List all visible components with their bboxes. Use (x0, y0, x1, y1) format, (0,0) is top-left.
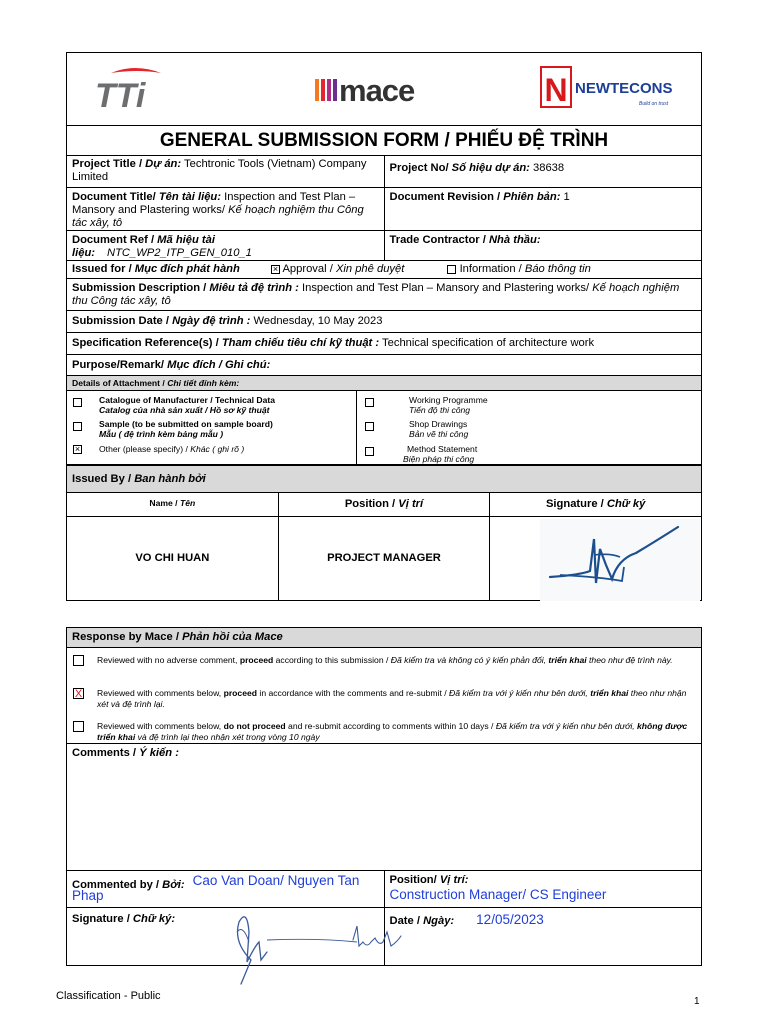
option-do-not-proceed-checkbox[interactable] (73, 721, 84, 732)
issued-by-header: Issued By / Ban hành bởi (67, 466, 702, 493)
tti-logo (91, 67, 163, 111)
commented-by-cell: Commented by / Bởi: Cao Van Doan/ Nguyen Tan Phap (67, 871, 385, 908)
svg-text:TTi: TTi (95, 77, 146, 111)
attachment-right-1: Shop Drawings Bản vẽ thi công (365, 419, 468, 439)
classification-label: Classification - Public (56, 990, 161, 1002)
header-table (66, 52, 702, 465)
response-option-1 (73, 688, 693, 710)
catalogue-checkbox[interactable] (73, 398, 82, 407)
newtecons-logo-graphic (539, 65, 689, 109)
option-proceed-text: Reviewed with no adverse comment, proceed according to this submission / Đã kiểm tra và không có ý kiến phản đối, triển khai theo như đệ trình này. (97, 655, 673, 665)
svg-text:N: N (544, 72, 568, 108)
date-value: 12/05/2023 (476, 912, 544, 927)
attachment-divider (356, 391, 357, 464)
comments-box[interactable]: Comments / Ý kiến : (67, 744, 702, 871)
col-name-header: Name / Tên (67, 493, 279, 517)
commented-by-value: Cao Van Doan/ Nguyen Tan Phap (72, 873, 360, 903)
newtecons-logo (539, 65, 689, 109)
issued-by-table (66, 465, 702, 601)
option-proceed-resubmit-checkbox[interactable]: X (74, 688, 83, 700)
attachment-left-0: Catalogue of Manufacturer / Technical Data Catalog của nhà sản xuất / Hồ sơ kỹ thuật (73, 395, 275, 415)
svg-text:NEWTECONS: NEWTECONS (575, 80, 673, 97)
response-table (66, 627, 702, 966)
document-revision-value: 1 (560, 191, 570, 203)
response-options (67, 648, 702, 744)
response-option-2 (73, 721, 693, 743)
information-checkbox[interactable] (447, 265, 456, 274)
submission-date-row: Submission Date / Ngày đệ trình : Wednesday, 10 May 2023 (67, 311, 702, 333)
attachment-header: Details of Attachment / Chi tiết đính kèm: (67, 376, 702, 391)
attachment-left-1: Sample (to be submitted on sample board) Mẫu ( đệ trình kèm bảng mẫu ) (73, 419, 273, 439)
submission-description-value: Inspection and Test Plan – Mansory and Plastering works/ (298, 282, 593, 294)
attachment-right-2: Method Statement Biện pháp thi công (365, 444, 477, 464)
option-proceed-resubmit-text: Reviewed with comments below, proceed in accordance with the comments and re-submit / Đã kiểm tra với ý kiến như bên dưới, triển khai theo như nhận xét và đệ trình lại. (97, 688, 687, 709)
method-statement-checkbox[interactable] (365, 447, 374, 456)
document-title-value: Inspection and Test Plan – Mansory and Plastering works/ (72, 191, 356, 216)
document-ref-value: NTC_WP2_ITP_GEN_010_1 (107, 247, 252, 259)
project-no-cell: Project No/ Số hiệu dự án: 38638 (384, 156, 702, 188)
document-ref-cell: Document Ref / Mã hiệu tài liệu: NTC_WP2_ITP_GEN_010_1 (67, 231, 385, 261)
shop-drawings-checkbox[interactable] (365, 422, 374, 431)
page-number: 1 (694, 996, 700, 1007)
option-proceed-checkbox[interactable] (73, 655, 84, 666)
approval-checkbox[interactable]: × (272, 263, 279, 274)
submission-description-row: Submission Description / Miêu tả đệ trình : Inspection and Test Plan – Mansory and Plastering works/ Kế hoạch nghiệm thu Công tác xây, tô (67, 279, 702, 311)
logo-row (67, 53, 702, 126)
working-programme-checkbox[interactable] (365, 398, 374, 407)
signature-cell: Signature / Chữ ký: (67, 908, 385, 966)
other-checkbox[interactable]: × (74, 444, 81, 454)
project-title-value: Techtronic Tools (Vietnam) Company Limited (72, 158, 367, 183)
issuer-position: PROJECT MANAGER (278, 517, 490, 601)
document-revision-cell: Document Revision / Phiên bản: 1 (384, 188, 702, 231)
attachment-right-0: Working Programme Tiến độ thi công (365, 395, 488, 415)
tti-logo-graphic (91, 67, 163, 111)
form-title: GENERAL SUBMISSION FORM / PHIẾU ĐỆ TRÌNH (67, 126, 702, 156)
issued-for-row: Issued for / Mục đích phát hành × Approval / Xin phê duyệt Information / Báo thông tin (67, 261, 702, 279)
mace-logo (315, 73, 455, 107)
purpose-row: Purpose/Remark/ Mục đích / Ghi chú: (67, 355, 702, 376)
svg-text:Build on trust: Build on trust (639, 101, 669, 107)
project-no-value: 38638 (529, 162, 565, 174)
response-header: Response by Mace / Phản hồi của Mace (67, 628, 702, 648)
sample-checkbox[interactable] (73, 422, 82, 431)
mace-logo-graphic (315, 73, 455, 107)
position-value: Construction Manager/ CS Engineer (389, 887, 607, 902)
issuer-signature-image (540, 519, 700, 601)
attachment-grid (67, 391, 702, 465)
trade-contractor-cell: Trade Contractor / Nhà thầu: (384, 231, 702, 261)
issuer-signature-cell (490, 517, 702, 601)
spec-reference-value: Technical specification of architecture work (379, 337, 595, 349)
submission-date-value: Wednesday, 10 May 2023 (250, 315, 383, 327)
reviewer-signature-image (197, 902, 427, 986)
svg-text:mace: mace (339, 73, 415, 107)
date-cell: Date / Ngày: 12/05/2023 (384, 908, 702, 966)
position-cell: Position/ Vị trí: Construction Manager/ CS Engineer (384, 871, 702, 908)
col-position-header: Position / Vị trí (278, 493, 490, 517)
attachment-left-2: × Other (please specify) / Khác ( ghi rõ ) (74, 444, 245, 454)
project-title-cell: Project Title / Dự án: Techtronic Tools (Vietnam) Company Limited (67, 156, 385, 188)
document-title-cell: Document Title/ Tên tài liệu: Inspection and Test Plan – Mansory and Plastering works/ Kế hoạch nghiệm thu Công tác xây, tô (67, 188, 385, 231)
response-option-0 (73, 655, 693, 666)
col-signature-header: Signature / Chữ ký (490, 493, 702, 517)
spec-reference-row: Specification Reference(s) / Tham chiếu tiêu chí kỹ thuật : Technical specification of architecture work (67, 333, 702, 355)
issuer-name: VO CHI HUAN (67, 517, 279, 601)
option-do-not-proceed-text: Reviewed with comments below, do not proceed and re-submit according to comments within 10 days / Đã kiểm tra với ý kiến như bên dưới, không được triển khai và đệ trình lại theo nhận xét trong vòng 10 ngày (97, 721, 688, 742)
